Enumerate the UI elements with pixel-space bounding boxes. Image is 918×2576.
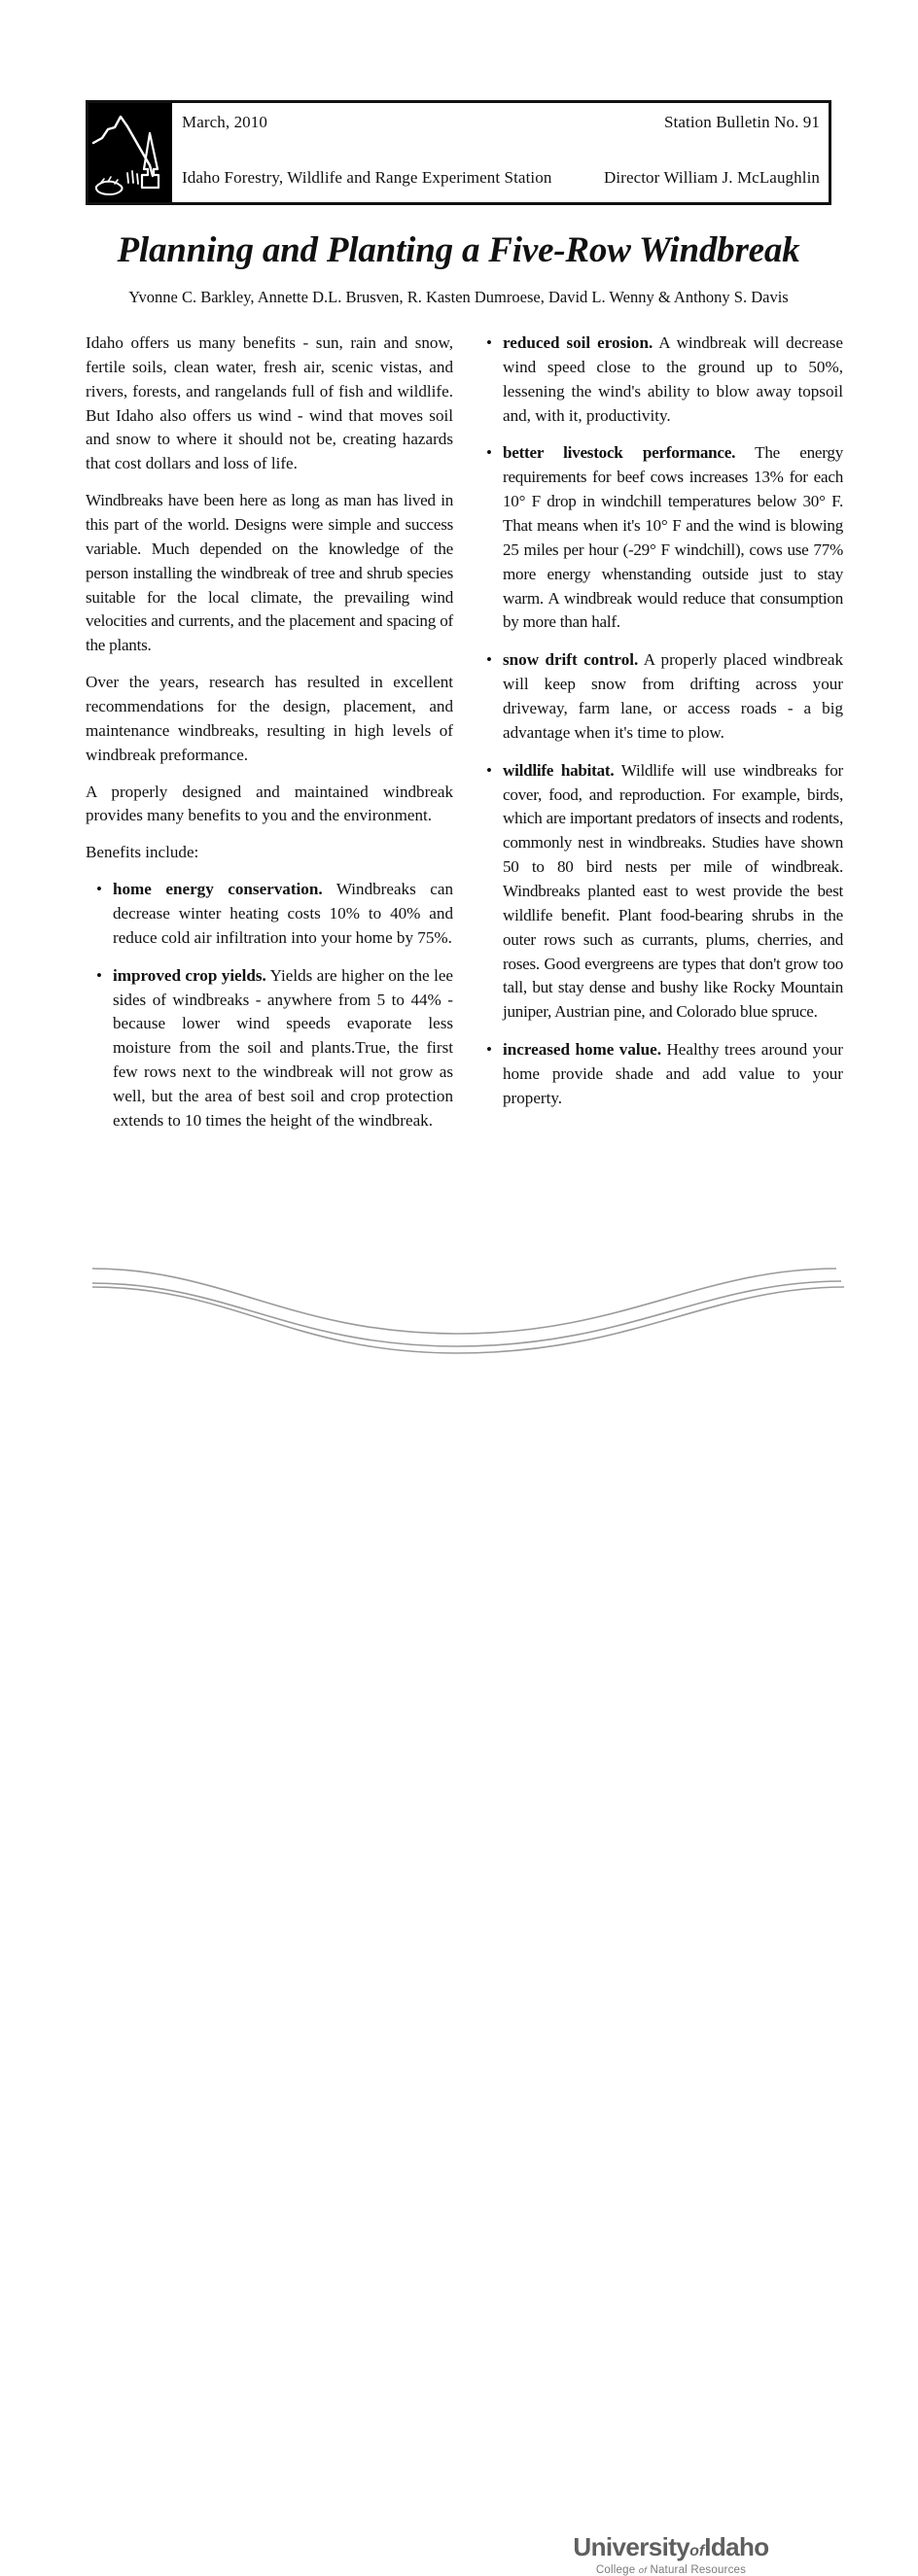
list-item-text: A properly placed windbreak will keep snow from drifting across your driveway, farm lane, or access roads - a big advantage when it's time to plow. [503, 650, 843, 742]
masthead-station-name: Idaho Forestry, Wildlife and Range Experiment Station [182, 168, 552, 187]
left-column [86, 331, 453, 1133]
list-item-text: Windbreaks can decrease winter heating costs 10% to 40% and reduce cold air infiltration into your home by 75%. [113, 880, 453, 947]
list-item-text: Yields are higher on the lee sides of windbreaks - anywhere from 5 to 44% - because lower wind speeds evaporate less moisture from the soil and plants.True, the first few rows next to the windbreak will not grow as well, but the area of best soil and crop protection extends to 10 times the height of the windbreak. [113, 965, 453, 1130]
author-list: Yvonne C. Barkley, Annette D.L. Brusven, R. Kasten Dumroese, David L. Wenny & Anthony S. Davis [128, 288, 789, 306]
list-item-text: The energy requirements for beef cows increases 13% for each 10° F drop in windchill temperatures below 30° F. That means when it's 10° F and the wind is blowing 25 miles per hour (-29° F windchill), cows use 77% more energy whenstanding outside just to stay warm. A windbreak would reduce that consumption by more than half. [503, 443, 843, 632]
bullet-dot-icon: • [486, 1040, 492, 1060]
bullet-dot-icon: • [486, 443, 492, 463]
masthead-date: March, 2010 [182, 113, 267, 131]
bullet-dot-icon: • [486, 760, 492, 780]
masthead-top-row [182, 113, 820, 132]
mountain-tree-lake-icon [88, 103, 172, 202]
bullet-dot-icon: • [486, 650, 492, 670]
university-wordmark [545, 2532, 797, 2576]
paragraph: Idaho offers us many benefits - sun, rain and snow, fertile soils, clean water, fresh air, scenic vistas, and rivers, forests, and rangelands full of fish and wildlife. But Idaho also offers us wind - wind that moves soil and snow to where it should not be, creating hazards that cost dollars and loss of life. [86, 333, 453, 473]
masthead-box [86, 100, 831, 205]
benefits-list-left [86, 878, 453, 1133]
paragraph: Benefits include: [86, 843, 199, 862]
list-item [476, 331, 843, 428]
page-title: Planning and Planting a Five-Row Windbreak [117, 230, 800, 270]
list-item-lead: improved crop yields. [113, 965, 266, 985]
list-item-text: A windbreak will decrease wind speed close to the ground up to 50%, lessening the wind's ability to blow away topsoil and, with it, productivity. [503, 333, 843, 425]
list-item-lead: better livestock performance. [503, 443, 736, 463]
college-name [545, 2564, 797, 2576]
masthead-bottom-row [182, 168, 820, 188]
list-item-lead: wildlife habitat. [503, 760, 615, 780]
page-footer [0, 1244, 918, 2576]
university-name-pre: University [573, 2532, 690, 2561]
university-name [545, 2532, 797, 2562]
paragraph: Windbreaks have been here as long as man has lived in this part of the world. Designs were simple and success variable. Much depended on the knowledge of the person installing the windbreak of tree and shrub species suitable for the local climate, the prevailing wind velocities and currents, and the placement and spacing of the plants. [86, 491, 453, 655]
list-item-lead: home energy conservation. [113, 880, 323, 899]
list-item [476, 1038, 843, 1111]
college-name-pre: College [595, 2564, 636, 2576]
paragraph: Over the years, research has resulted in excellent recommendations for the design, placement, and maintenance windbreaks, resulting in high levels of windbreak preformance. [86, 673, 453, 764]
university-name-post: Idaho [704, 2532, 769, 2561]
list-item [86, 964, 453, 1133]
list-item [476, 759, 843, 1025]
list-item-lead: increased home value. [503, 1040, 661, 1060]
benefits-list-right [476, 331, 843, 1111]
bullet-dot-icon: • [96, 880, 102, 899]
footer-wave-graphic [0, 1244, 918, 1371]
bullet-dot-icon: • [486, 333, 492, 352]
masthead-bulletin-number: Station Bulletin No. 91 [663, 113, 820, 131]
list-item [86, 878, 453, 951]
paragraph: A properly designed and maintained windbreak provides many benefits to you and the environment. [86, 782, 453, 825]
list-item-lead: snow drift control. [503, 650, 639, 670]
experiment-station-logo [88, 103, 172, 202]
list-item-text: Wildlife will use windbreaks for cover, food, and reproduction. For example, birds, which are important predators of insects and rodents, commonly nest in windbreaks. Studies have shown 50 to 80 bird nests per mile of windbreak. Windbreaks planted east to west provide the best wildlife benefit. Plant food-bearing shrubs in the outer rows such as currants, plums, cherries, and roses. Good evergreens are types that don't grow too tall, but stay dense and bushy like Rocky Mountain juniper, Austrian pine, and Colorado blue spruce. [503, 760, 843, 1022]
list-item-text: Healthy trees around your home provide shade and add value to your property. [503, 1040, 843, 1107]
college-name-of: of [638, 2565, 648, 2576]
list-item [476, 441, 843, 635]
masthead-text-area [172, 103, 829, 202]
list-item-lead: reduced soil erosion. [503, 333, 653, 352]
masthead-director: Director William J. McLaughlin [603, 168, 820, 187]
college-name-post: Natural Resources [650, 2564, 747, 2576]
list-item [476, 648, 843, 745]
bullet-dot-icon: • [96, 965, 102, 985]
right-column [476, 331, 843, 1111]
university-name-of: of [689, 2543, 705, 2559]
